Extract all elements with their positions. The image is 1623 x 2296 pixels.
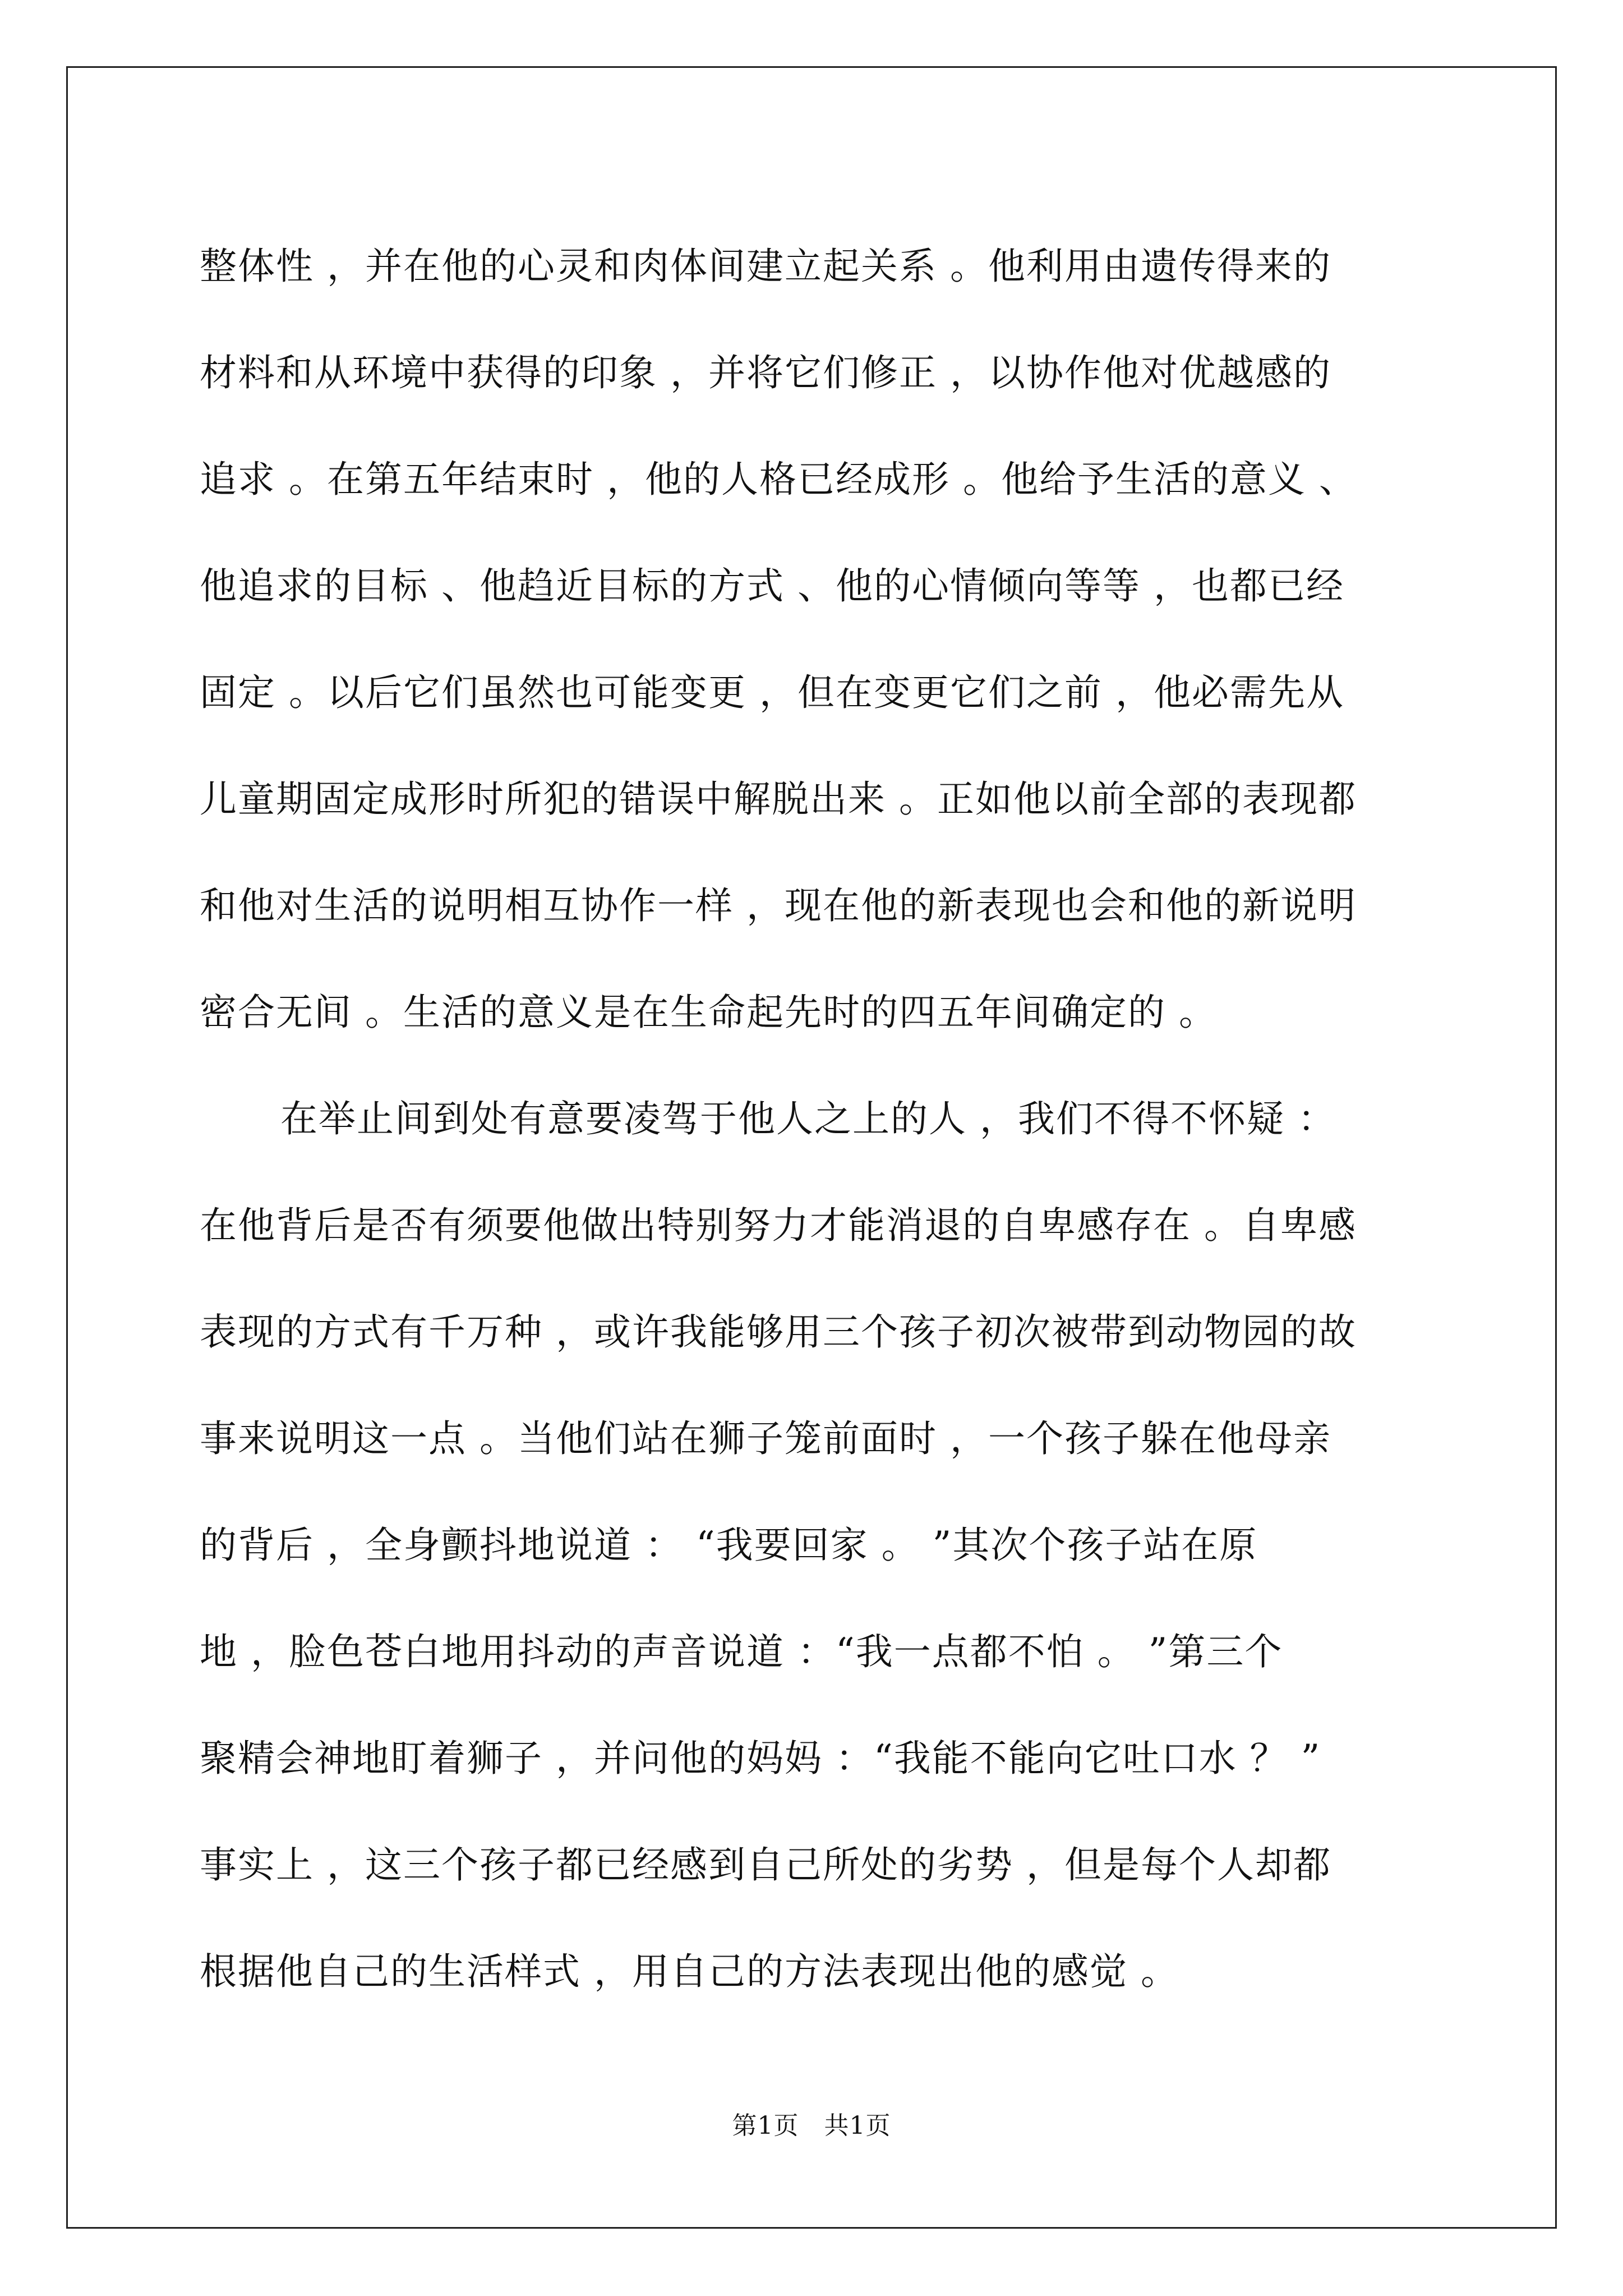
paragraph-start-line: 在举止间到处有意要凌驾于他人之上的人 ，我们不得不怀疑 ： [280,1097,1336,1140]
text-line: 的背后 ，全身颤抖地说道 ： “我要回家 。 ”其次个孩子站在原 [200,1524,1258,1567]
text-line: 固定 。以后它们虽然也可能变更 ，但在变更它们之前 ，他必需先从 [200,671,1344,714]
text-line: 事来说明这一点 。当他们站在狮子笼前面时 ，一个孩子躲在他母亲 [200,1417,1331,1460]
text-line: 在他背后是否有须要他做出特别努力才能消退的自卑感存在 。自卑感 [200,1204,1357,1247]
text-line: 他追求的目标 、他趋近目标的方式 、他的心情倾向等等 ，也都已经 [200,564,1344,608]
text-line: 密合无间 。生活的意义是在生命起先时的四五年间确定的 。 [200,991,1217,1034]
text-line: 根据他自己的生活样式 ，用自己的方法表现出他的感觉 。 [200,1950,1179,1993]
text-line: 聚精会神地盯着狮子 ，并问他的妈妈 ：“我能不能向它吐口水 ？ ” [200,1737,1321,1780]
text-line: 整体性 ，并在他的心灵和肉体间建立起关系 。他利用由遗传得来的 [200,245,1331,288]
text-line: 儿童期固定成形时所犯的错误中解脱出来 。正如他以前全部的表现都 [200,777,1357,821]
page-footer: 第1页 共1页 [732,2111,891,2140]
text-line: 表现的方式有千万种 ，或许我能够用三个孩子初次被带到动物园的故 [200,1310,1357,1354]
text-line: 追求 。在第五年结束时 ，他的人格已经成形 。他给予生活的意义 、 [200,458,1357,501]
text-line: 地 ，脸色苍白地用抖动的声音说道 ：“我一点都不怕 。 ”第三个 [200,1630,1283,1673]
document-body [200,213,1456,2025]
text-line: 和他对生活的说明相互协作一样 ，现在他的新表现也会和他的新说明 [200,884,1357,927]
text-line: 材料和从环境中获得的印象 ，并将它们修正 ，以协作他对优越感的 [200,351,1331,394]
text-line: 事实上 ，这三个孩子都已经感到自己所处的劣势 ，但是每个人却都 [200,1843,1331,1887]
